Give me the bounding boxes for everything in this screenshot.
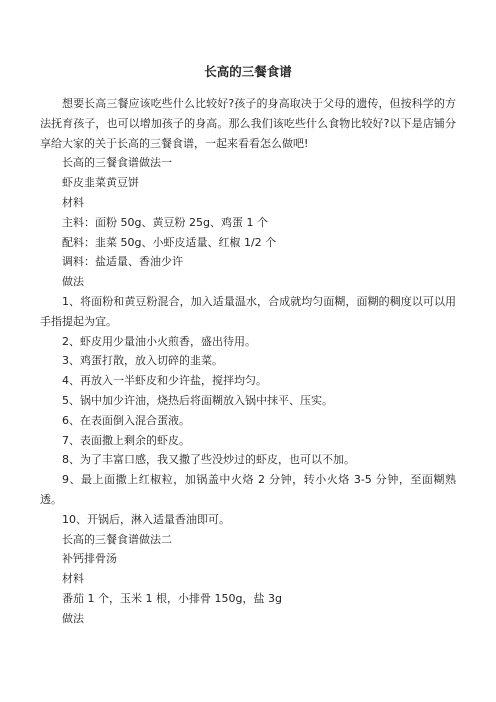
method1-dish-name: 虾皮韭菜黄豆饼 [62, 176, 139, 190]
method2-materials-label: 材料 [62, 572, 84, 586]
method1-step: 5、锅中加少许油，烧热后将面糊放入锅中抹平、压实。 [62, 393, 333, 407]
method1-step: 8、为了丰富口感，我又撒了些没炒过的虾皮，也可以不加。 [62, 453, 355, 467]
method1-step: 4、再放入一半虾皮和少许盐，搅拌均匀。 [62, 374, 267, 388]
intro-paragraph: 想要长高三餐应该吃些什么比较好?孩子的身高取决于父母的遗传，但按科学的方法抚育孩子，也可以增加孩子的身高。那么我们该吃些什么食物比较好?以下是店铺分享给大家的关于长高的三餐食谱，一起来看看怎么做吧! [40, 97, 456, 150]
method1-step: 6、在表面倒入混合蛋液。 [62, 413, 190, 427]
method1-step: 7、表面撒上剩余的虾皮。 [62, 433, 190, 447]
method1-main-ingredients: 主料：面粉 50g、黄豆粉 25g、鸡蛋 1 个 [62, 215, 268, 229]
method1-step: 3、鸡蛋打散，放入切碎的韭菜。 [62, 354, 223, 368]
method1-materials-label: 材料 [62, 195, 84, 209]
method1-seasoning: 调料：盐适量、香油少许 [62, 255, 183, 269]
method2-steps-label: 做法 [62, 611, 84, 625]
method1-step: 10、开锅后，淋入适量香油即可。 [62, 512, 230, 526]
method2-ingredients: 番茄 1 个，玉米 1 根，小排骨 150g，盐 3g [62, 591, 282, 605]
method2-heading: 长高的三餐食谱做法二 [62, 532, 172, 546]
document-title: 长高的三餐食谱 [204, 64, 292, 79]
method1-heading: 长高的三餐食谱做法一 [62, 156, 172, 170]
method1-step: 2、虾皮用少量油小火煎香，盛出待用。 [62, 334, 256, 348]
method1-side-ingredients: 配料：韭菜 50g、小虾皮适量、红椒 1/2 个 [62, 235, 277, 249]
method2-dish-name: 补钙排骨汤 [62, 552, 117, 566]
method1-steps-label: 做法 [62, 275, 84, 289]
method1-step: 9、最上面撒上红椒粒，加锅盖中火烙 2 分钟，转小火烙 3-5 分钟，至面糊熟透。 [40, 473, 456, 506]
method1-step: 1、将面粉和黄豆粉混合，加入适量温水，合成就均匀面糊，面糊的稠度以可以用手指提起为宜。 [40, 294, 456, 328]
